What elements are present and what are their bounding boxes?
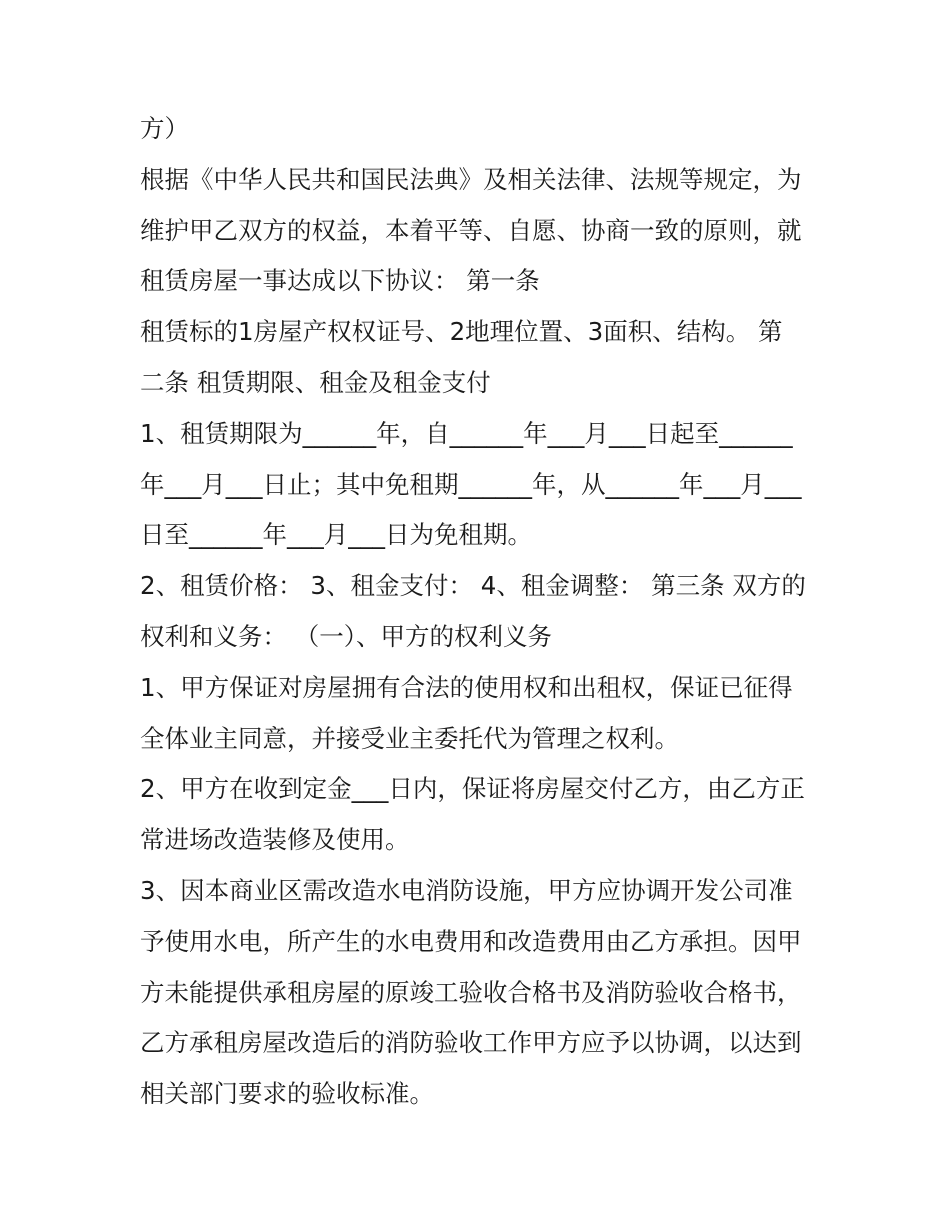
text-line: 相关部门要求的验收标准。 xyxy=(140,1079,434,1109)
text-line: 予使用水电，所产生的水电费用和改造费用由乙方承担。因甲 xyxy=(140,926,802,956)
text-line: 2、租赁价格： 3、租金支付： 4、租金调整： 第三条 双方的 xyxy=(140,571,806,601)
text-line: 方未能提供承租房屋的原竣工验收合格书及消防验收合格书， xyxy=(140,977,802,1007)
text-line: 1、租赁期限为______年，自______年___月___日起至______ xyxy=(140,418,793,448)
contract-body-text xyxy=(140,104,820,1120)
text-line: 维护甲乙双方的权益，本着平等、自愿、协商一致的原则，就 xyxy=(140,215,802,245)
text-line: 常进场改造装修及使用。 xyxy=(140,825,410,855)
text-line: 1、甲方保证对房屋拥有合法的使用权和出租权，保证已征得 xyxy=(140,672,793,702)
text-line: 2、甲方在收到定金___日内，保证将房屋交付乙方，由乙方正 xyxy=(140,774,805,804)
text-line: 乙方承租房屋改造后的消防验收工作甲方应予以协调，以达到 xyxy=(140,1028,802,1058)
text-line: 方） xyxy=(140,114,189,143)
text-line: 二条 租赁期限、租金及租金支付 xyxy=(140,367,491,397)
text-line: 根据《中华人民共和国民法典》及相关法律、法规等规定，为 xyxy=(140,164,802,194)
text-line: 3、因本商业区需改造水电消防设施，甲方应协调开发公司准 xyxy=(140,875,793,905)
text-line: 年___月___日止；其中免租期______年，从______年___月___ xyxy=(140,469,802,499)
text-line: 权利和义务： （一）、甲方的权利义务 xyxy=(140,621,553,651)
text-line: 日至______年___月___日为免租期。 xyxy=(140,520,532,550)
text-line: 租赁房屋一事达成以下协议： 第一条 xyxy=(140,266,540,296)
text-line: 全体业主同意，并接受业主委托代为管理之权利。 xyxy=(140,723,679,753)
text-line: 租赁标的1房屋产权权证号、2地理位置、3面积、结构。 第 xyxy=(140,317,783,347)
